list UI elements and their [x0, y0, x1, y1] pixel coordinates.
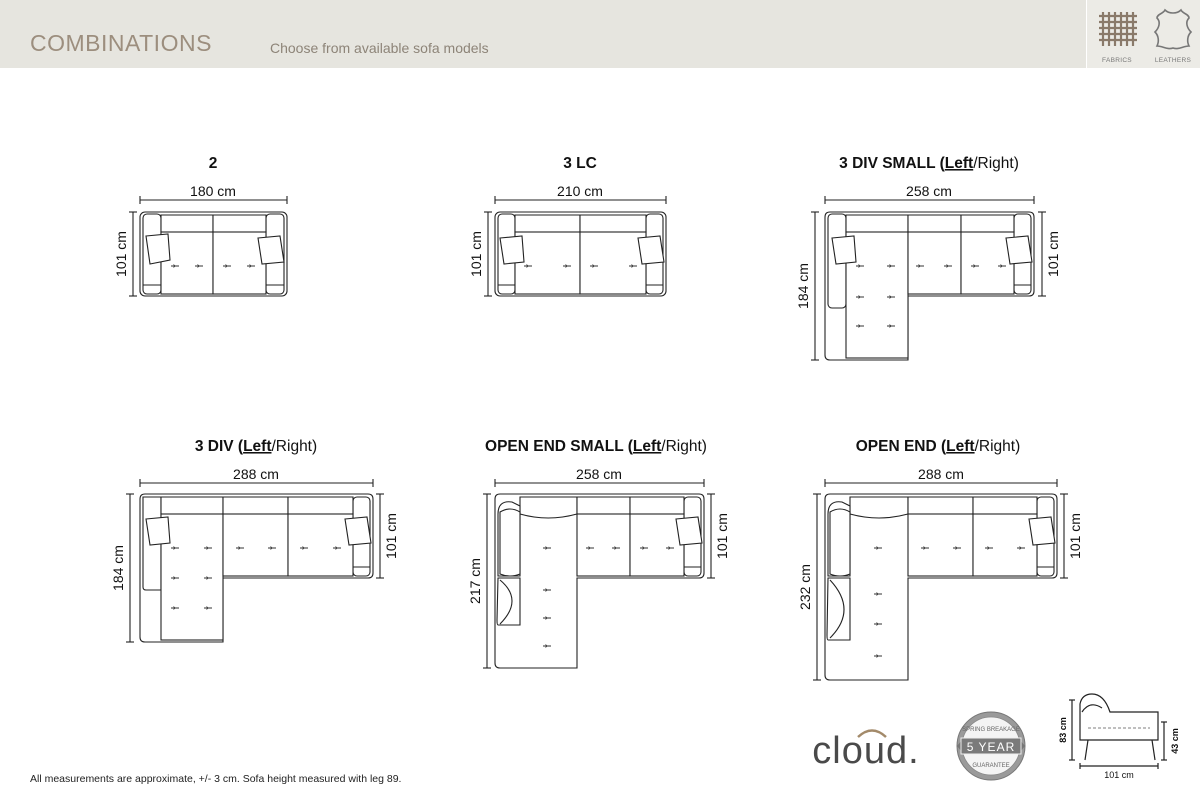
guarantee-seal — [957, 712, 1025, 780]
depth-label: 101 cm — [1045, 231, 1061, 277]
width-label: 288 cm — [233, 466, 279, 482]
sofa-model-2[interactable] — [113, 155, 287, 296]
page-title: COMBINATIONS — [30, 30, 212, 56]
leathers-label: LEATHERS — [1154, 57, 1192, 64]
profile-height-label: 83 cm — [1058, 717, 1068, 743]
sofa-side-profile — [1058, 694, 1180, 780]
seal-main-text: 5 YEAR — [966, 740, 1016, 754]
sofa-model-3div[interactable] — [110, 438, 399, 642]
width-label: 288 cm — [918, 466, 964, 482]
sofa-model-open-end[interactable] — [797, 438, 1083, 680]
seal-top-text: SPRING BREAKAGE — [962, 727, 1020, 733]
sofa-model-3lc[interactable] — [468, 155, 666, 296]
model-title: 2 — [208, 155, 218, 172]
profile-seat-height-label: 43 cm — [1170, 728, 1180, 754]
model-title: OPEN END SMALL (Left/Right) — [485, 438, 707, 455]
cloud-brand-logo — [812, 730, 919, 772]
depth-label: 101 cm — [714, 513, 730, 559]
model-title: 3 LC — [563, 155, 597, 172]
depth-label: 101 cm — [113, 231, 129, 277]
profile-depth-label: 101 cm — [1104, 770, 1134, 780]
width-label: 258 cm — [576, 466, 622, 482]
width-label: 258 cm — [906, 183, 952, 199]
side-length-label: 217 cm — [467, 558, 483, 604]
page-subtitle: Choose from available sofa models — [270, 40, 489, 56]
sofa-model-open-end-small[interactable] — [467, 438, 730, 668]
measurement-disclaimer: All measurements are approximate, +/- 3 cm. Sofa height measured with leg 89. — [30, 773, 402, 785]
width-label: 210 cm — [557, 183, 603, 199]
side-length-label: 184 cm — [110, 545, 126, 591]
fabrics-label: FABRICS — [1102, 57, 1132, 64]
model-title: OPEN END (Left/Right) — [855, 438, 1021, 455]
model-title: 3 DIV SMALL (Left/Right) — [839, 155, 1019, 172]
brand-wordmark: cloud. — [812, 730, 920, 772]
seal-bottom-text: GUARANTEE — [972, 763, 1010, 769]
depth-label: 101 cm — [468, 231, 484, 277]
depth-label: 101 cm — [1067, 513, 1083, 559]
side-length-label: 184 cm — [795, 263, 811, 309]
model-title: 3 DIV (Left/Right) — [194, 438, 318, 455]
depth-label: 101 cm — [383, 513, 399, 559]
side-length-label: 232 cm — [797, 564, 813, 610]
width-label: 180 cm — [190, 183, 236, 199]
sofa-model-3div-small[interactable] — [795, 155, 1061, 360]
